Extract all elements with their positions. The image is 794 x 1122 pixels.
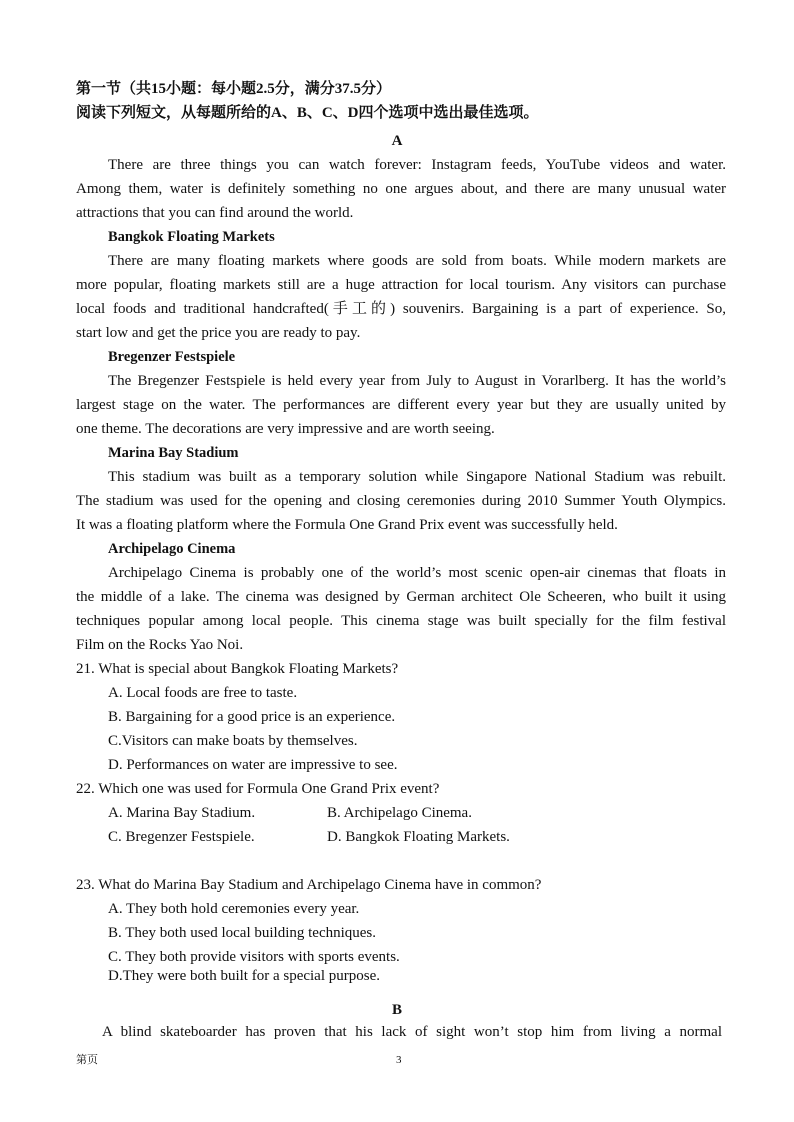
answer-option: A. They both hold ceremonies every year.	[108, 901, 360, 917]
paragraph-line: The Bregenzer Festspiele is held every year from July to August in Vorarlberg. It has the world’s	[108, 373, 726, 389]
paragraph-line: local foods and traditional handcrafted(手工的) souvenirs. Bargaining is a part of experience. So,	[76, 301, 726, 317]
paragraph-line: It was a floating platform where the Formula One Grand Prix event was successfully held.	[76, 517, 618, 533]
paragraph-line: more popular, floating markets still are a huge attraction for local tourism. Any visitors can purchase	[76, 277, 726, 293]
question-stem: 23. What do Marina Bay Stadium and Archipelago Cinema have in common?	[76, 877, 542, 893]
paragraph-line: The stadium was used for the opening and closing ceremonies during 2010 Summer Youth Olympics.	[76, 493, 726, 509]
paragraph-line: techniques popular among local people. This cinema stage was built specially for the film festival	[76, 613, 726, 629]
question-stem: 22. Which one was used for Formula One Grand Prix event?	[76, 781, 440, 797]
paragraph-line: There are many floating markets where goods are sold from boats. While modern markets are	[108, 253, 726, 269]
answer-option: D.They were both built for a special purpose.	[108, 968, 380, 984]
section-heading: Bregenzer Festspiele	[108, 349, 236, 365]
section-title: 第一节（共15小题：每小题2.5分，满分37.5分）	[76, 81, 392, 97]
answer-option: A. Local foods are free to taste.	[108, 685, 298, 701]
answer-option: B. They both used local building techniques.	[108, 925, 377, 941]
passage-b-letter: B	[391, 1002, 402, 1018]
paragraph-line: start low and get the price you are ready to pay.	[76, 325, 361, 341]
answer-option: B. Archipelago Cinema.	[327, 805, 472, 821]
footer-label: 第页	[76, 1054, 98, 1066]
passage-b-first-line: A blind skateboarder has proven that his lack of sight won’t stop him from living a normal	[102, 1024, 722, 1040]
paragraph-line: Archipelago Cinema is probably one of the world’s most scenic open-air cinemas that floats in	[108, 565, 726, 581]
question-stem: 21. What is special about Bangkok Floating Markets?	[76, 661, 399, 677]
answer-option: B. Bargaining for a good price is an experience.	[108, 709, 396, 725]
answer-option: A. Marina Bay Stadium.	[108, 805, 256, 821]
passage-a-intro-line: Among them, water is definitely something no one argues about, and there are many unusual water	[76, 181, 726, 197]
section-heading: Marina Bay Stadium	[108, 445, 239, 461]
answer-option: C. They both provide visitors with sports events.	[108, 949, 400, 965]
section-instruction: 阅读下列短文，从每题所给的A、B、C、D四个选项中选出最佳选项。	[76, 105, 539, 121]
paragraph-line: Film on the Rocks Yao Noi.	[76, 637, 244, 653]
section-heading: Bangkok Floating Markets	[108, 229, 275, 245]
passage-a-intro-line: attractions that you can find around the world.	[76, 205, 354, 221]
passage-a-intro-line: There are three things you can watch forever: Instagram feeds, YouTube videos and water.	[108, 157, 726, 173]
section-heading: Archipelago Cinema	[108, 541, 236, 557]
paragraph-line: largest stage on the water. The performances are different every year but they are usually united by	[76, 397, 726, 413]
page-number: 3	[396, 1054, 402, 1066]
paragraph-line: one theme. The decorations are very impressive and are worth seeing.	[76, 421, 495, 437]
paragraph-line: the middle of a lake. The cinema was designed by German architect Ole Scheeren, who built it using	[76, 589, 726, 605]
answer-option: C. Bregenzer Festspiele.	[108, 829, 255, 845]
answer-option: C.Visitors can make boats by themselves.	[108, 733, 358, 749]
answer-option: D. Bangkok Floating Markets.	[327, 829, 510, 845]
paragraph-line: This stadium was built as a temporary solution while Singapore National Stadium was rebuilt.	[108, 469, 726, 485]
answer-option: D. Performances on water are impressive to see.	[108, 757, 398, 773]
passage-a-letter: A	[391, 133, 403, 149]
